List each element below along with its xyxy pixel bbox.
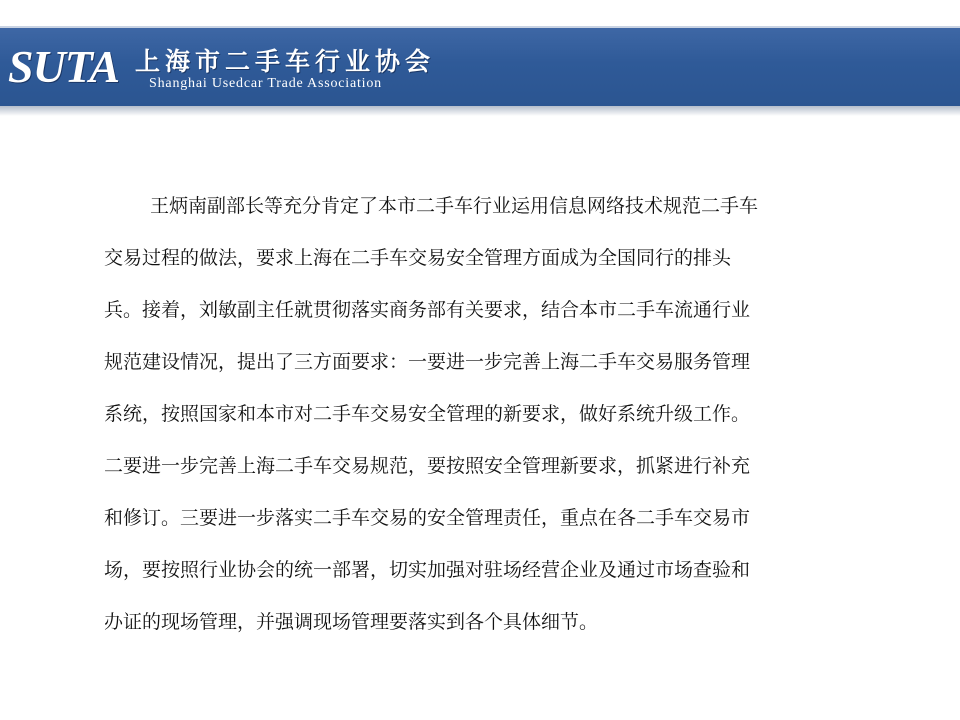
body-line: 交易过程的做法，要求上海在二手车交易安全管理方面成为全国同行的排头 xyxy=(104,247,732,269)
body-line: 办证的现场管理，并强调现场管理要落实到各个具体细节。 xyxy=(104,611,599,633)
body-line: 王炳南副部长等充分肯定了本市二手车行业运用信息网络技术规范二手车 xyxy=(150,195,759,217)
body-line: 和修订。三要进一步落实二手车交易的安全管理责任，重点在各二手车交易市 xyxy=(104,507,751,529)
logo-text xyxy=(135,28,435,106)
body-paragraph xyxy=(104,180,840,648)
body-line: 二要进一步完善上海二手车交易规范，要按照安全管理新要求，抓紧进行补充 xyxy=(104,455,751,477)
logo xyxy=(8,28,435,106)
org-name-en: Shanghai Usedcar Trade Association xyxy=(149,76,382,91)
body-line: 兵。接着，刘敏副主任就贯彻落实商务部有关要求，结合本市二手车流通行业 xyxy=(104,299,751,321)
header-banner xyxy=(0,28,960,106)
header-shadow xyxy=(0,106,960,116)
body-line: 系统，按照国家和本市对二手车交易安全管理的新要求，做好系统升级工作。 xyxy=(104,403,751,425)
org-name-cn: 上海市二手车行业协会 xyxy=(135,47,436,76)
logo-mark: SUTA xyxy=(8,41,120,92)
body-line: 场，要按照行业协会的统一部署，切实加强对驻场经营企业及通过市场查验和 xyxy=(104,559,751,581)
body-line: 规范建设情况，提出了三方面要求：一要进一步完善上海二手车交易服务管理 xyxy=(104,351,751,373)
